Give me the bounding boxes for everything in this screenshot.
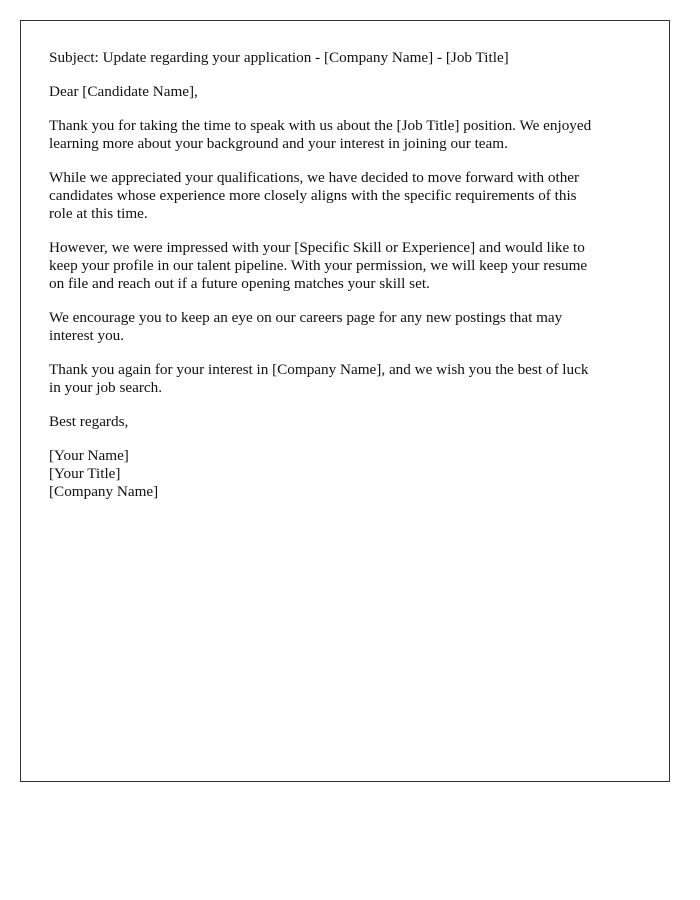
paragraph-line: learning more about your background and your interest in joining our team.: [49, 135, 508, 152]
paragraph-line: candidates whose experience more closely aligns with the specific requirements of this: [49, 187, 577, 204]
signature-name: [Your Name]: [49, 447, 129, 464]
signature-block: [49, 447, 649, 501]
paragraph-line: in your job search.: [49, 379, 163, 396]
paragraph-careers-page: [49, 309, 649, 345]
signature-title: [Your Title]: [49, 465, 121, 482]
paragraph-line: Thank you again for your interest in [Company Name], and we wish you the best of luck: [49, 361, 589, 378]
greeting-line: Dear [Candidate Name],: [49, 83, 198, 100]
paragraph-line: keep your profile in our talent pipeline. With your permission, we will keep your resume: [49, 257, 588, 274]
closing-line: Best regards,: [49, 413, 129, 430]
letter-page: [20, 20, 670, 782]
subject-line: Subject: Update regarding your application - [Company Name] - [Job Title]: [49, 49, 509, 66]
letter-greeting: [49, 83, 649, 101]
paragraph-line: While we appreciated your qualifications, we have decided to move forward with other: [49, 169, 580, 186]
paragraph-line: interest you.: [49, 327, 125, 344]
paragraph-decision: [49, 169, 649, 223]
paragraph-line: However, we were impressed with your [Specific Skill or Experience] and would like to: [49, 239, 585, 256]
paragraph-line: on file and reach out if a future opening matches your skill set.: [49, 275, 430, 292]
paragraph-talent-pipeline: [49, 239, 649, 293]
letter-subject: [49, 49, 649, 67]
paragraph-closing-thanks: [49, 361, 649, 397]
signature-company: [Company Name]: [49, 483, 159, 500]
paragraph-line: We encourage you to keep an eye on our careers page for any new postings that may: [49, 309, 563, 326]
letter-closing: [49, 413, 649, 431]
paragraph-line: Thank you for taking the time to speak with us about the [Job Title] position. We enjoyed: [49, 117, 592, 134]
paragraph-thank-you: [49, 117, 649, 153]
paragraph-line: role at this time.: [49, 205, 148, 222]
